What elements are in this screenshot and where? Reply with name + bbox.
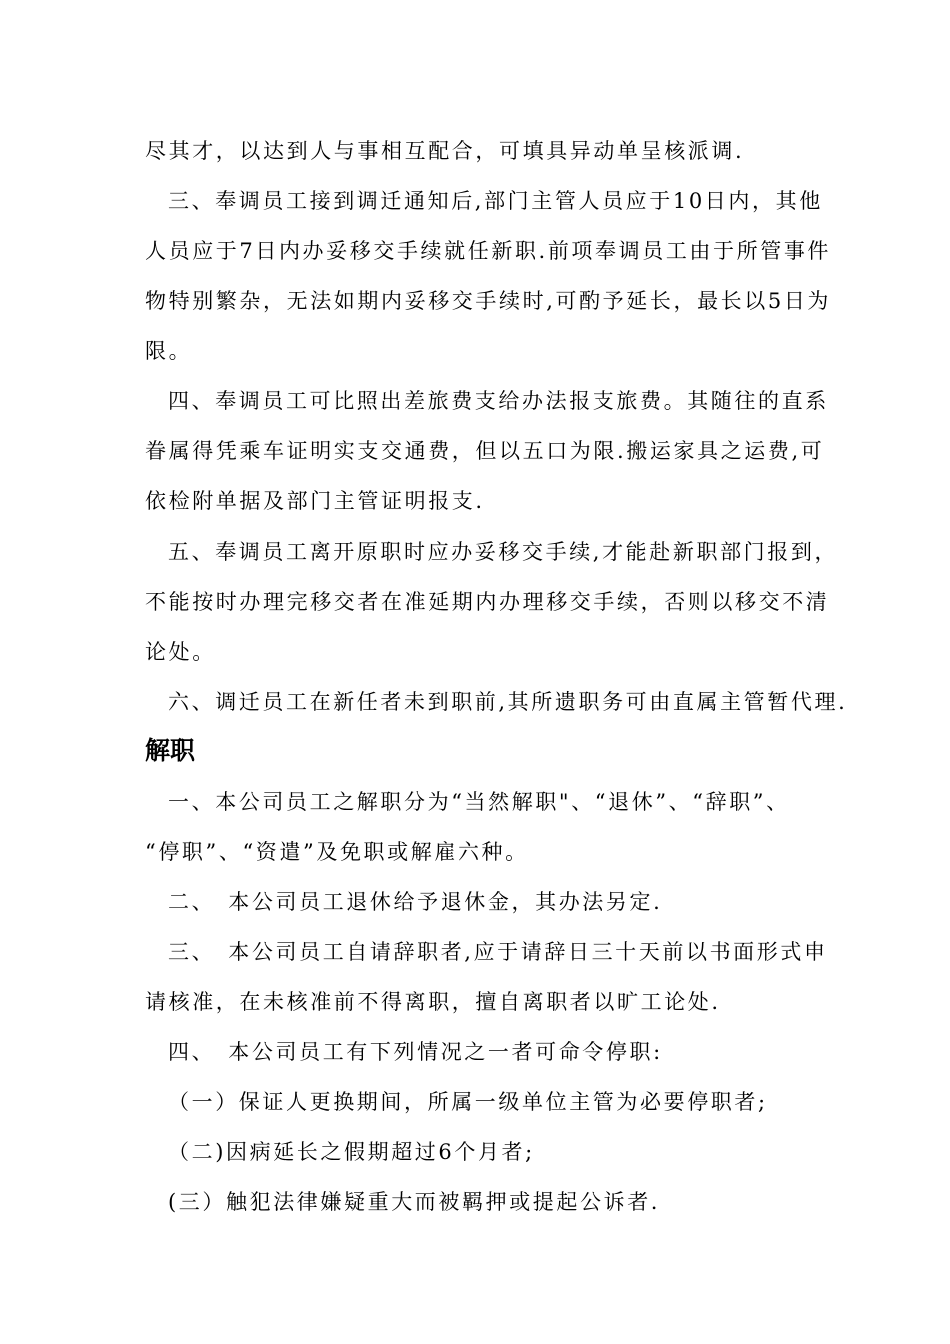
text-line: （一）保证人更换期间，所属一级单位主管为必要停职者; bbox=[168, 1090, 768, 1114]
text-line: （二)因病延长之假期超过6个月者; bbox=[168, 1140, 535, 1164]
text-line: 四、奉调员工可比照出差旅费支给办法报支旅费。其随往的直系 bbox=[168, 389, 829, 413]
text-line: 一、本公司员工之解职分为“当然解职"、“退休”、“辞职”、 bbox=[168, 790, 790, 814]
text-line: 人员应于7日内办妥移交手续就任新职.前项奉调员工由于所管事件 bbox=[145, 239, 832, 263]
text-line: 二、 本公司员工退休给予退休金，其办法另定. bbox=[168, 890, 663, 914]
text-line: (三）触犯法律嫌疑重大而被羁押或提起公诉者. bbox=[168, 1190, 661, 1214]
text-line: 尽其才，以达到人与事相互配合，可填具异动单呈核派调. bbox=[145, 139, 745, 163]
text-line: 论处。 bbox=[145, 640, 216, 664]
text-line: 三、奉调员工接到调迁通知后,部门主管人员应于10日内，其他 bbox=[168, 189, 823, 213]
text-line: 限。 bbox=[145, 339, 193, 363]
text-line: 六、调迁员工在新任者未到职前,其所遗职务可由直属主管暂代理. bbox=[168, 690, 848, 714]
text-line: 依检附单据及部门主管证明报支. bbox=[145, 489, 485, 513]
text-line: 三、 本公司员工自请辞职者,应于请辞日三十天前以书面形式申 bbox=[168, 940, 828, 964]
text-line: “停职”、“资遣”及免职或解雇六种。 bbox=[145, 840, 529, 864]
text-line: 五、奉调员工离开原职时应办妥移交手续,才能赴新职部门报到， bbox=[168, 540, 839, 564]
text-line: 物特别繁杂，无法如期内妥移交手续时,可酌予延长，最长以5日为 bbox=[145, 289, 832, 313]
text-line: 四、 本公司员工有下列情况之一者可命令停职: bbox=[168, 1040, 663, 1064]
section-heading: 解职 bbox=[145, 736, 196, 765]
text-line: 眷属得凭乘车证明实支交通费，但以五口为限.搬运家具之运费,可 bbox=[145, 439, 825, 463]
text-line: 请核准，在未核准前不得离职，擅自离职者以旷工论处. bbox=[145, 990, 721, 1014]
text-line: 不能按时办理完移交者在准延期内办理移交手续，否则以移交不清 bbox=[145, 590, 830, 614]
